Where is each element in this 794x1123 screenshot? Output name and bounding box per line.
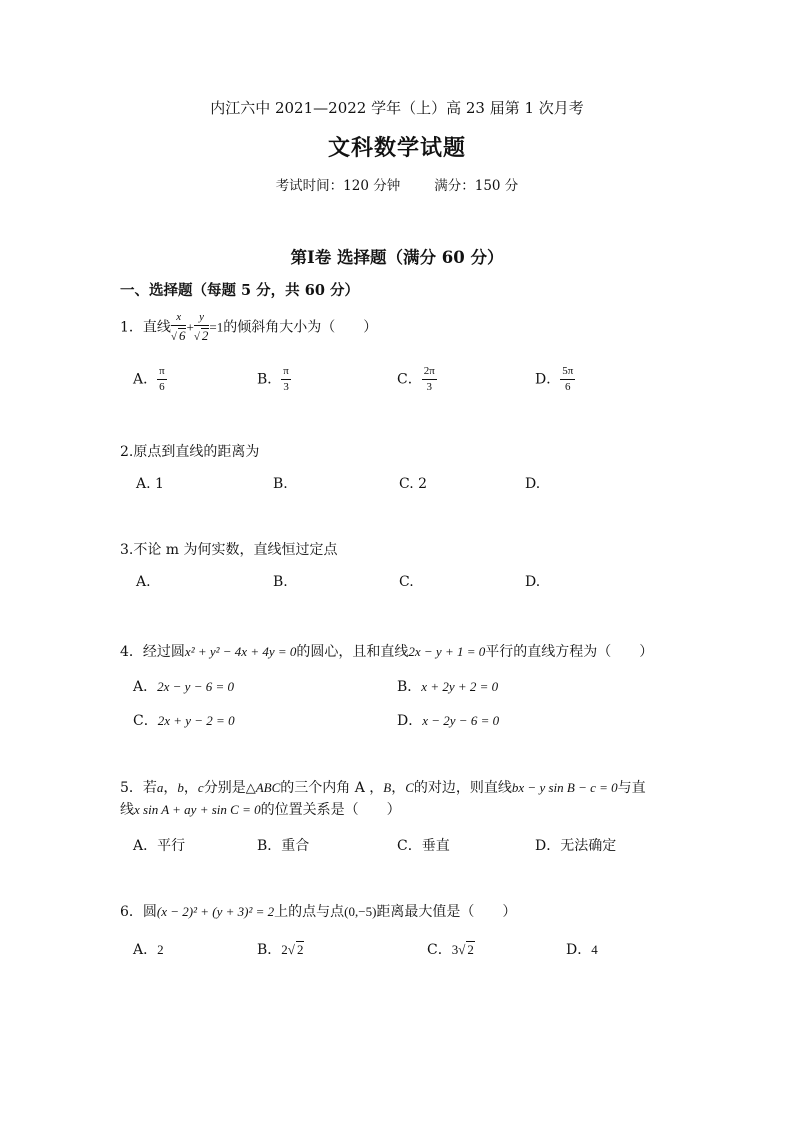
question-5-stem-line2 xyxy=(120,799,401,819)
q5-text: 分别是 xyxy=(203,780,246,796)
q3-option-c[interactable]: C. xyxy=(399,574,414,590)
option-label: B． xyxy=(257,371,282,388)
option-equation: x − 2y − 6 = 0 xyxy=(422,713,500,728)
q5-text: 的对边，则直线 xyxy=(413,780,512,796)
q6-option-d[interactable] xyxy=(566,939,598,959)
option-value: 4 xyxy=(591,942,598,957)
option-coefficient: 3 xyxy=(451,942,459,957)
q1-suffix: 的倾斜角大小为（ ） xyxy=(223,319,378,336)
question-6-stem xyxy=(120,901,516,921)
option-label: C． xyxy=(427,942,452,958)
q5-sep: ， xyxy=(391,780,406,796)
option-label: C． xyxy=(397,371,422,388)
q5-sep: ， xyxy=(183,780,198,796)
exam-info xyxy=(0,174,794,194)
q5-angle-c: C xyxy=(405,780,414,795)
q5-option-c[interactable]: C．垂直 xyxy=(397,838,450,854)
q5-text: 的位置关系是（ ） xyxy=(260,802,401,818)
q6-option-b[interactable] xyxy=(257,939,304,959)
q3-option-d[interactable]: D. xyxy=(525,574,541,590)
page-title: 文科数学试题 xyxy=(327,135,466,161)
q5-var-a: a xyxy=(156,780,164,795)
option-label: D． xyxy=(535,371,561,388)
option-equation: x + 2y + 2 = 0 xyxy=(421,679,499,694)
option-radicand: 2 xyxy=(467,942,474,957)
q5-sep: ， xyxy=(163,780,178,796)
option-label: B． xyxy=(397,679,422,695)
q1-option-a-fraction: $\frac{\pi}{6}$ xyxy=(159,365,165,393)
q5-option-d[interactable]: D．无法确定 xyxy=(535,838,617,854)
school-exam-line: 内江六中 2021—2022 学年（上）高 23 届第 1 次月考 xyxy=(210,99,584,117)
q6-point: (0,−5) xyxy=(344,904,377,919)
q1-option-c-fraction: $\frac{2\pi}{3}$ xyxy=(423,365,435,393)
q1-option-d[interactable] xyxy=(535,366,575,393)
q6-middle-text: 上的点与点 xyxy=(274,904,345,920)
option-label: D． xyxy=(397,713,423,729)
q6-option-c[interactable] xyxy=(427,939,475,959)
option-label: B． xyxy=(257,942,282,958)
q1-option-d-fraction: $\frac{5\pi}{6}$ xyxy=(562,365,574,393)
option-coefficient: 2 xyxy=(281,942,288,957)
q6-prefix: 6．圆 xyxy=(120,904,157,920)
q2-option-b[interactable]: B. xyxy=(273,476,288,492)
q5-var-c: c xyxy=(197,780,204,795)
q1-option-c[interactable] xyxy=(397,366,437,393)
option-label: A． xyxy=(133,371,158,388)
q1-frac1-den: √ 6 xyxy=(170,328,186,343)
q5-text: 的三个内角 A ， xyxy=(280,780,384,796)
q5-angle-b: B xyxy=(383,780,392,795)
q3-option-a[interactable]: A. xyxy=(136,574,151,590)
option-label: A． xyxy=(133,679,158,695)
q4-line-equation: 2x − y + 1 = 0 xyxy=(408,644,486,659)
question-5-stem-line1 xyxy=(120,777,646,797)
q5-text: 与直 xyxy=(617,780,646,796)
q1-fraction-y xyxy=(194,312,210,343)
q4-middle-text: 的圆心，且和直线 xyxy=(296,644,409,660)
q1-prefix: 1．直线 xyxy=(120,319,171,336)
sqrt-sign: √ xyxy=(287,942,295,957)
q1-frac2-den: √ 2 xyxy=(193,328,209,343)
q4-option-b[interactable] xyxy=(397,676,498,696)
q5-var-b: b xyxy=(177,780,184,795)
q4-option-d[interactable] xyxy=(397,710,499,730)
full-score: 满分：150 分 xyxy=(434,178,519,194)
option-radicand: 2 xyxy=(296,942,304,957)
q5-line2-equation: x sin A + ay + sin C = 0 xyxy=(134,802,261,817)
option-label: C． xyxy=(133,713,158,729)
q6-circle-equation: (x − 2)² + (y + 3)² = 2 xyxy=(156,904,275,919)
q2-option-c[interactable]: C. 2 xyxy=(399,476,428,492)
option-equation: 2x − y − 6 = 0 xyxy=(157,679,234,694)
section-title: 一、选择题（每题 5 分，共 60 分） xyxy=(120,282,359,299)
q6-suffix: 距离最大值是（ ） xyxy=(376,904,517,920)
q1-frac2-num: y xyxy=(194,312,210,326)
q2-option-a[interactable]: A. 1 xyxy=(136,476,164,492)
q1-option-a[interactable] xyxy=(133,366,167,393)
q5-text: 线 xyxy=(120,802,134,818)
q1-option-b[interactable] xyxy=(257,366,291,393)
question-2-stem: 2.原点到直线的距离为 xyxy=(120,444,260,460)
q4-suffix: 平行的直线方程为（ ） xyxy=(485,644,654,660)
q1-frac1-num: x xyxy=(171,312,187,326)
q4-prefix: 4．经过圆 xyxy=(120,644,185,660)
q2-option-d[interactable]: D. xyxy=(525,476,541,492)
question-4-stem xyxy=(120,641,653,661)
question-3-stem: 3.不论 m 为何实数，直线恒过定点 xyxy=(120,542,338,558)
q5-triangle: △ABC xyxy=(245,780,281,795)
q1-equals: =1 xyxy=(209,319,224,335)
question-1-stem xyxy=(120,312,377,343)
exam-time: 考试时间：120 分钟 xyxy=(275,178,401,194)
q3-option-b[interactable]: B. xyxy=(273,574,288,590)
q5-line1-equation: bx − y sin B − c = 0 xyxy=(511,780,618,795)
q5-text: 5．若 xyxy=(120,780,157,796)
option-equation: 2x + y − 2 = 0 xyxy=(157,713,235,728)
q5-option-b[interactable]: B．重合 xyxy=(257,838,310,854)
part-title: 第Ⅰ卷 选择题（满分 60 分） xyxy=(290,248,504,267)
sqrt-sign: √ xyxy=(458,942,466,957)
q1-option-b-fraction: $\frac{\pi}{3}$ xyxy=(283,365,289,393)
q4-circle-equation: x² + y² − 4x + 4y = 0 xyxy=(184,644,297,659)
q5-option-a[interactable]: A．平行 xyxy=(133,838,186,854)
q1-plus: + xyxy=(186,319,194,335)
q4-option-a[interactable] xyxy=(133,676,234,696)
q1-fraction-x xyxy=(171,312,187,343)
option-label: D． xyxy=(566,942,592,958)
q6-option-a[interactable] xyxy=(133,939,164,959)
q4-option-c[interactable] xyxy=(133,710,235,730)
option-label: A． xyxy=(133,942,158,958)
option-value: 2 xyxy=(157,942,164,957)
